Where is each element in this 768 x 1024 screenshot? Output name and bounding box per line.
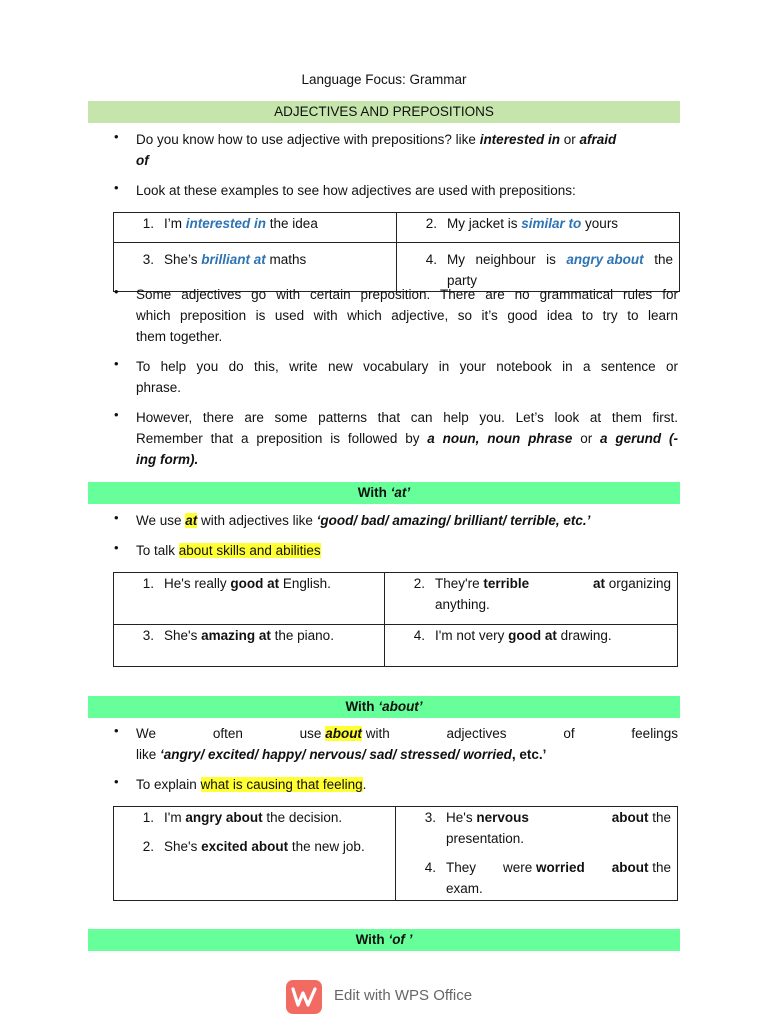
bullet-icon: •: [114, 356, 119, 371]
table-cell: 3. She's amazing at the piano.: [114, 625, 385, 667]
bullet-icon: •: [114, 180, 119, 195]
at-purpose: To talk about skills and abilities: [136, 543, 321, 558]
intro-look: Look at these examples to see how adjectives are used with prepositions:: [136, 183, 576, 198]
bullet-icon: •: [114, 723, 119, 738]
bullet-icon: •: [114, 407, 119, 422]
table-cell: 1. He's really good at English.: [114, 573, 385, 625]
wps-edit-label: Edit with WPS Office: [334, 987, 473, 1004]
note-no-rules: Some adjectives go with certain preposition. There are no grammatical rules for which preposition is used with which adjective, so it’s good idea to try to learn them together.: [136, 287, 678, 344]
bullet-icon: •: [114, 540, 119, 555]
about-examples-table: [113, 806, 678, 901]
table-cell: 1. I’m interested in the idea: [114, 213, 397, 243]
page-title: Language Focus: Grammar: [301, 72, 467, 87]
band-label: ADJECTIVES AND PREPOSITIONS: [274, 104, 494, 119]
section-band-with-about: With ‘about’: [88, 696, 680, 718]
note-patterns: However, there are some patterns that can help you. Let’s look at them first. Remember that a preposition is followed by a noun, noun phrase or a gerund (- ing form).: [136, 410, 678, 467]
section-band-adjectives-prepositions: [88, 101, 680, 123]
table-cell: 4. I'm not very good at drawing.: [385, 625, 678, 667]
intro-question: Do you know how to use adjective with prepositions? like interested in or afraid of: [136, 132, 617, 168]
table-cell: 2. My jacket is similar to yours: [397, 213, 680, 243]
section-band-with-at: With ‘at’: [88, 482, 680, 504]
examples-table: [113, 212, 680, 292]
wps-edit-badge[interactable]: [286, 980, 506, 1014]
table-cell: 2. They're terrible at organizing anything.: [385, 573, 678, 625]
wps-w-logo-icon: [286, 980, 322, 1014]
at-examples-table: [113, 572, 678, 667]
table-cell: 1. I'm angry about the decision. 2. She's excited about the new job.: [114, 807, 396, 901]
about-purpose: To explain what is causing that feeling.: [136, 777, 367, 792]
table-cell: 3. He's nervous about the presentation. 4. They were worried about the exam.: [396, 807, 678, 901]
table-cell: 4. My neighbour is angry about the party: [397, 243, 680, 292]
section-band-with-of: With ‘of ’: [88, 929, 680, 951]
table-cell: 3. She’s brilliant at maths: [114, 243, 397, 292]
bullet-icon: •: [114, 510, 119, 525]
bullet-icon: •: [114, 774, 119, 789]
bullet-icon: •: [114, 284, 119, 299]
note-vocabulary: To help you do this, write new vocabulary in your notebook in a sentence or phrase.: [136, 359, 678, 395]
bullet-icon: •: [114, 129, 119, 144]
about-usage: We often use about with adjectives of feelings like ‘angry/ excited/ happy/ nervous/ sad/ stressed/ worried, etc.’: [136, 726, 678, 762]
at-usage: We use at with adjectives like ‘good/ bad/ amazing/ brilliant/ terrible, etc.’: [136, 513, 591, 528]
